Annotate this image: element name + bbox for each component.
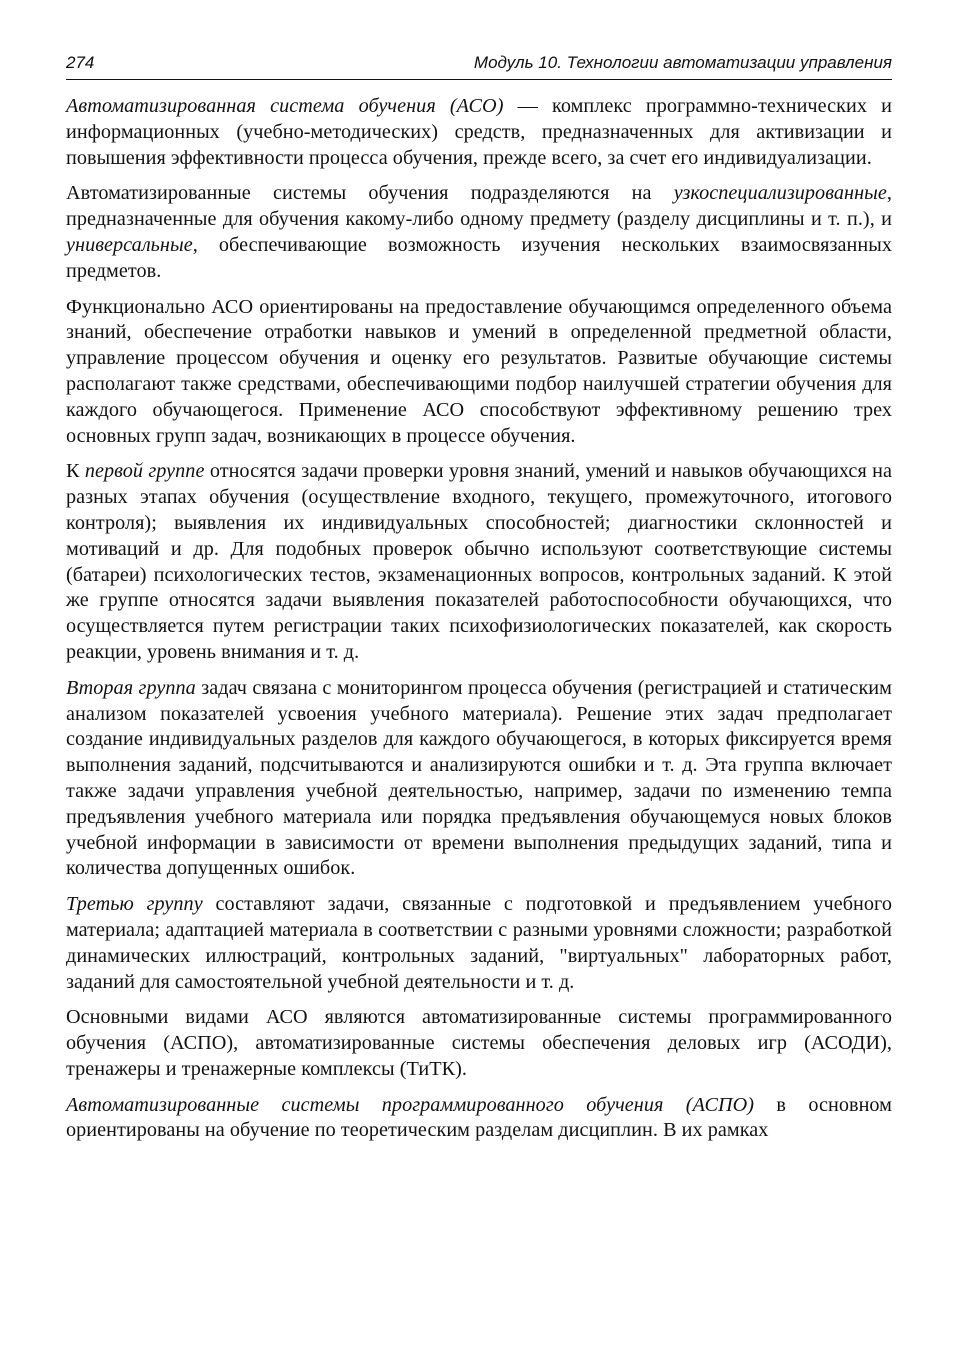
paragraph-third-group bbox=[66, 892, 892, 995]
paragraph-aso-types bbox=[66, 181, 892, 284]
text-run: Автоматизированные системы обучения подразделяются на bbox=[66, 182, 674, 205]
text-run: Функционально АСО ориентированы на предоставление обучающимся определенного объема знаний, обеспечение отработки навыков и умений в определенной предметной области, управление процессом обучения и оценку его результатов. Развитые обучающие системы располагают также средствами, обеспечивающими подбор наилучшей стратегии обучения для каждого обучающегося. Применение АСО способствуют эффективному решению трех основных групп задач, возникающих в процессе обучения. bbox=[66, 295, 892, 447]
paragraph-aso-functions bbox=[66, 295, 892, 450]
term-third-group: Третью группу bbox=[66, 893, 203, 916]
term-specialized: узкоспециализированные bbox=[673, 182, 887, 205]
paragraph-aso-kinds bbox=[66, 1005, 892, 1082]
text-run: К bbox=[66, 460, 85, 483]
term-first-group: первой группе bbox=[84, 460, 205, 483]
term-universal: универсальные bbox=[66, 233, 193, 256]
term-second-group: Вторая группа bbox=[66, 676, 196, 699]
term-aso: Автоматизированная система обучения (АСО) bbox=[66, 95, 504, 117]
term-aspo: Автоматизированные системы программированного обучения (АСПО) bbox=[66, 1093, 754, 1116]
book-page bbox=[66, 52, 892, 1144]
paragraph-aspo bbox=[66, 1093, 892, 1145]
paragraph-first-group bbox=[66, 459, 892, 665]
paragraph-aso-definition bbox=[66, 94, 892, 171]
paragraph-second-group bbox=[66, 676, 892, 882]
text-run: задач связана с мониторингом процесса обучения (регистрацией и статическим анализом показателей усвоения учебного материала). Решение этих задач предполагает создание индивидуальных разделов для каждого обучающегося, в которых фиксируется время выполнения заданий, подсчитываются и анализируются ошибки и т. д. Эта группа включает также задачи управления учебной деятельностью, например, задачи по изменению темпа предъявления учебного материала или порядка предъявления обучающемуся новых блоков учебной информации в зависимости от времени выполнения предыдущих заданий, типа и количества допущенных ошибок. bbox=[66, 676, 892, 880]
body-text bbox=[66, 94, 892, 1144]
text-run: составляют задачи, связанные с подготовкой и предъявлением учебного материала; адаптацией материала в соответствии с разными уровнями сложности; разработкой динамических иллюстраций, контрольных заданий, "виртуальных" лабораторных работ, заданий для самостоятельной учебной деятельности и т. д. bbox=[66, 893, 893, 993]
running-header bbox=[66, 52, 892, 80]
page-number: 274 bbox=[66, 53, 95, 72]
text-run: относятся задачи проверки уровня знаний, умений и навыков обучающихся на разных этапах обучения (осуществление входного, текущего, промежуточного, итогового контроля); выявления их индивидуальных способностей; диагностики склонностей и мотиваций и др. Для подобных проверок обычно используют соответствующие системы (батареи) психологических тестов, экзаменационных вопросов, контрольных заданий. К этой же группе относятся задачи выявления показателей работоспособности обучающихся, что осуществляется путем регистрации таких психофизиологических показателей, как скорость реакции, уровень внимания и т. д. bbox=[66, 460, 892, 663]
running-title: Модуль 10. Технологии автоматизации управления bbox=[473, 53, 892, 72]
text-run: — комплекс программно-технических и информационных (учебно-методических) средств, предназначенных для активизации и повышения эффективности процесса обучения, прежде всего, за счет его индивидуализации. bbox=[66, 95, 892, 169]
text-run: в основном ориентированы на обучение по теоретическим разделам дисциплин. В их рамках bbox=[66, 1093, 893, 1142]
text-run: , предназначенные для обучения какому-либо одному предмету (разделу дисциплины и т. п.), и bbox=[66, 182, 892, 231]
text-run: , обеспечивающие возможность изучения нескольких взаимосвязанных предметов. bbox=[66, 233, 892, 282]
text-run: Основными видами АСО являются автоматизированные системы программированного обучения (АСПО), автоматизированные системы обеспечения деловых игр (АСОДИ), тренажеры и тренажерные комплексы (ТиТК). bbox=[66, 1006, 892, 1080]
